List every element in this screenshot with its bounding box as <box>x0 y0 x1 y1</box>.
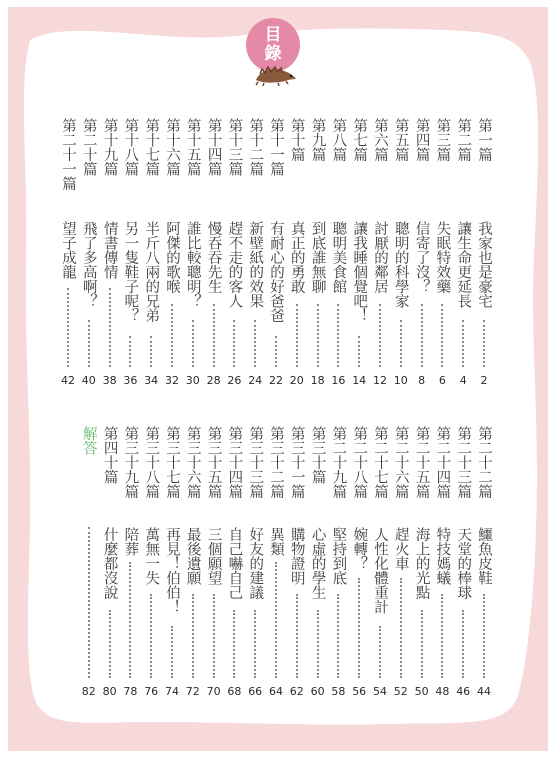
chapter-title: 讓生命更延長 <box>455 221 472 308</box>
toc-entry[interactable] <box>268 426 284 700</box>
page-number: 24 <box>248 374 263 387</box>
leader-dots <box>233 320 235 367</box>
chapter-title: 最後遺願 <box>184 527 201 585</box>
toc-entry[interactable] <box>81 426 97 700</box>
chapter-label: 第二十一篇 <box>60 118 76 191</box>
title-char-2: 錄 <box>264 44 282 64</box>
page-number: 44 <box>477 685 491 698</box>
toc-entry[interactable] <box>476 426 492 700</box>
chapter-label: 第三十三篇 <box>247 426 264 499</box>
chapter-label: 解答 <box>80 426 97 455</box>
leader-dots <box>462 610 464 678</box>
title-char-1: 目 <box>264 25 282 45</box>
chapter-label: 第三十九篇 <box>122 426 139 499</box>
chapter-label: 第三十一篇 <box>288 426 305 499</box>
page-number: 26 <box>227 374 242 387</box>
chapter-label: 第十八篇 <box>122 118 139 176</box>
leader-dots <box>88 320 90 367</box>
chapter-title: 新壁紙的效果 <box>247 221 264 308</box>
page-number: 4 <box>459 374 467 387</box>
toc-entry[interactable] <box>310 118 326 389</box>
chapter-label: 第三十四篇 <box>226 426 243 499</box>
leader-dots <box>317 610 319 678</box>
page-number: 36 <box>123 374 138 387</box>
leader-dots <box>296 304 298 367</box>
toc-entry[interactable] <box>455 426 471 700</box>
hedgehog-icon <box>250 64 298 86</box>
chapter-title: 特技媽蟻 <box>434 527 451 585</box>
chapter-label: 第八篇 <box>330 118 347 162</box>
page-number: 12 <box>373 374 387 387</box>
leader-dots <box>400 320 402 367</box>
toc-entry[interactable] <box>247 118 263 389</box>
toc-entry[interactable] <box>330 118 346 389</box>
chapter-label: 第二十四篇 <box>434 426 451 499</box>
toc-entry[interactable] <box>268 118 284 389</box>
page-number: 72 <box>185 685 200 698</box>
chapter-title: 聰明的科學家 <box>392 221 409 308</box>
page-number: 68 <box>227 685 242 698</box>
leader-dots <box>441 594 443 678</box>
toc-entry[interactable] <box>247 426 263 700</box>
leader-dots <box>317 304 319 367</box>
chapter-label: 第三篇 <box>434 118 451 162</box>
toc-entry[interactable] <box>164 426 180 700</box>
leader-dots <box>379 304 381 367</box>
chapter-title: 心虛的學生 <box>309 527 326 600</box>
page-number: 16 <box>331 374 346 387</box>
chapter-title: 慢吞吞先生 <box>205 221 222 294</box>
page-number: 50 <box>414 685 429 698</box>
leader-dots <box>129 336 131 367</box>
chapter-title: 婉轉？ <box>351 527 368 571</box>
page-number: 46 <box>456 685 471 698</box>
chapter-label: 第二十二篇 <box>476 426 492 499</box>
leader-dots <box>67 288 69 367</box>
page-number: 32 <box>165 374 179 387</box>
toc-entry[interactable] <box>393 426 409 700</box>
toc-entry[interactable] <box>372 426 388 700</box>
chapter-label: 第二十六篇 <box>392 426 409 499</box>
chapter-title: 真正的勇敢 <box>288 221 305 294</box>
leader-dots <box>296 594 298 678</box>
leader-dots <box>254 610 256 678</box>
chapter-label: 第七篇 <box>351 118 368 162</box>
chapter-label: 第一篇 <box>476 118 492 162</box>
chapter-title: 聰明美食館 <box>330 221 347 294</box>
page-number: 42 <box>61 374 75 387</box>
leader-dots <box>150 594 152 678</box>
toc-entry[interactable] <box>226 426 242 700</box>
toc-entry[interactable] <box>206 118 222 389</box>
chapter-title: 萬無一失 <box>143 527 160 585</box>
toc-entry[interactable] <box>414 118 430 389</box>
chapter-title: 鱷魚皮鞋 <box>476 527 492 585</box>
leader-dots <box>254 320 256 367</box>
chapter-label: 第四篇 <box>413 118 430 162</box>
chapter-title: 異類 <box>268 527 284 556</box>
toc-entry[interactable] <box>102 426 118 700</box>
chapter-title: 信寄了沒？ <box>413 221 430 294</box>
toc-entry[interactable] <box>122 118 138 389</box>
chapter-label: 第十九篇 <box>101 118 118 176</box>
toc-entry[interactable] <box>185 118 201 389</box>
chapter-label: 第二篇 <box>455 118 472 162</box>
chapter-label: 第十篇 <box>288 118 305 162</box>
chapter-title: 自己嚇自己 <box>226 527 243 600</box>
leader-dots <box>213 304 215 367</box>
chapter-title: 有耐心的好爸爸 <box>268 221 284 323</box>
chapter-label: 第十七篇 <box>143 118 160 176</box>
leader-dots <box>358 336 360 367</box>
leader-dots <box>337 304 339 367</box>
chapter-label: 第二十五篇 <box>413 426 430 499</box>
page-number: 82 <box>81 685 96 698</box>
chapter-title: 到底誰無聊 <box>309 221 326 294</box>
chapter-label: 第六篇 <box>372 118 388 162</box>
chapter-title: 阿傑的歌喉 <box>164 221 180 294</box>
page-number: 14 <box>352 374 367 387</box>
leader-dots <box>483 594 485 678</box>
chapter-label: 第十一篇 <box>268 118 284 176</box>
chapter-title: 誰比較聰明？ <box>184 221 201 308</box>
page-number: 56 <box>352 685 367 698</box>
chapter-title: 再見！伯伯！ <box>164 527 180 614</box>
chapter-label: 第五篇 <box>392 118 409 162</box>
page-number: 30 <box>185 374 200 387</box>
toc-entry[interactable] <box>164 118 180 389</box>
toc-entry[interactable] <box>455 118 471 389</box>
toc-entry[interactable] <box>289 118 305 389</box>
leader-dots <box>441 304 443 367</box>
leader-dots <box>129 562 131 678</box>
leader-dots <box>400 578 402 678</box>
toc-entry[interactable] <box>414 426 430 700</box>
leader-dots <box>275 336 277 367</box>
page-number: 28 <box>206 374 221 387</box>
page-number: 2 <box>480 374 488 387</box>
chapter-label: 第十四篇 <box>205 118 222 176</box>
leader-dots <box>88 527 90 678</box>
toc-entry[interactable] <box>60 118 76 389</box>
chapter-title: 海上的光點 <box>413 527 430 600</box>
chapter-label: 第二十七篇 <box>372 426 388 499</box>
chapter-title: 情書傳情 <box>101 221 118 279</box>
chapter-label: 第三十五篇 <box>205 426 222 499</box>
chapter-title: 討厭的鄰居 <box>372 221 388 294</box>
page-number: 62 <box>289 685 304 698</box>
toc-entry[interactable] <box>143 118 159 389</box>
page-number: 38 <box>102 374 117 387</box>
page-number: 70 <box>206 685 221 698</box>
toc-entry[interactable] <box>81 118 97 389</box>
chapter-label: 第三十六篇 <box>184 426 201 499</box>
toc-entry[interactable] <box>226 118 242 389</box>
page-number: 20 <box>289 374 304 387</box>
chapter-label: 第十五篇 <box>184 118 201 176</box>
chapter-label: 第三十篇 <box>309 426 326 484</box>
chapter-title: 趕不走的客人 <box>226 221 243 308</box>
page-number: 10 <box>393 374 408 387</box>
leader-dots <box>483 320 485 367</box>
leader-dots <box>109 610 111 678</box>
chapter-label: 第二十八篇 <box>351 426 368 499</box>
toc-entry[interactable] <box>122 426 138 700</box>
chapter-title: 趕火車 <box>392 527 409 571</box>
page-number: 54 <box>373 685 387 698</box>
leader-dots <box>192 320 194 367</box>
leader-dots <box>109 288 111 367</box>
leader-dots <box>379 626 381 678</box>
page-number: 6 <box>438 374 446 387</box>
leader-dots <box>421 610 423 678</box>
page-number: 76 <box>144 685 159 698</box>
leader-dots <box>213 594 215 678</box>
chapter-title: 飛了多高啊？ <box>80 221 97 308</box>
toc-entry[interactable] <box>102 118 118 389</box>
chapter-title: 堅持到底 <box>330 527 347 585</box>
leader-dots <box>275 562 277 678</box>
toc-entry[interactable] <box>206 426 222 700</box>
leader-dots <box>171 304 173 367</box>
page-number: 58 <box>331 685 346 698</box>
leader-dots <box>421 304 423 367</box>
chapter-label: 第三十八篇 <box>143 426 160 499</box>
page-number: 40 <box>81 374 96 387</box>
page-number: 64 <box>269 685 283 698</box>
chapter-title: 人性化體重計 <box>372 527 388 614</box>
toc-entry[interactable] <box>185 426 201 700</box>
leader-dots <box>192 594 194 678</box>
chapter-label: 第九篇 <box>309 118 326 162</box>
leader-dots <box>171 626 173 678</box>
chapter-title: 什麼都沒說 <box>101 527 118 600</box>
chapter-title: 另一隻鞋子呢？ <box>122 221 139 323</box>
chapter-title: 讓我睡個覺吧！ <box>351 221 368 323</box>
chapter-title: 陪葬 <box>122 527 139 556</box>
leader-dots <box>150 336 152 367</box>
chapter-title: 我家也是豪宅 <box>476 221 492 308</box>
chapter-title: 望子成龍 <box>60 221 76 279</box>
toc-entry[interactable] <box>393 118 409 389</box>
chapter-label: 第十六篇 <box>164 118 180 176</box>
toc-entry[interactable] <box>434 118 450 389</box>
chapter-title: 好友的建議 <box>247 527 264 600</box>
chapter-title: 半斤八兩的兄弟 <box>143 221 160 323</box>
toc-entry[interactable] <box>310 426 326 700</box>
chapter-label: 第二十篇 <box>80 118 97 176</box>
chapter-label: 第十三篇 <box>226 118 243 176</box>
toc-entry[interactable] <box>476 118 492 389</box>
leader-dots <box>462 320 464 367</box>
toc-entry[interactable] <box>330 426 346 700</box>
page-number: 48 <box>435 685 450 698</box>
chapter-label: 第十二篇 <box>247 118 264 176</box>
leader-dots <box>337 594 339 678</box>
toc-entry[interactable] <box>434 426 450 700</box>
toc-entry[interactable] <box>372 118 388 389</box>
toc-entry[interactable] <box>351 118 367 389</box>
chapter-label: 第三十二篇 <box>268 426 284 499</box>
page-number: 80 <box>102 685 117 698</box>
page-number: 22 <box>269 374 283 387</box>
leader-dots <box>358 578 360 678</box>
page-number: 18 <box>310 374 325 387</box>
page-number: 78 <box>123 685 138 698</box>
chapter-title: 天堂的棒球 <box>455 527 472 600</box>
page-number: 66 <box>248 685 263 698</box>
page-number: 74 <box>165 685 179 698</box>
page-number: 52 <box>393 685 408 698</box>
toc-entry[interactable] <box>289 426 305 700</box>
chapter-title: 三個願望 <box>205 527 222 585</box>
chapter-label: 第二十三篇 <box>455 426 472 499</box>
chapter-label: 第三十七篇 <box>164 426 180 499</box>
chapter-label: 第二十九篇 <box>330 426 347 499</box>
page-number: 60 <box>310 685 325 698</box>
page-number: 34 <box>144 374 159 387</box>
chapter-title: 購物證明 <box>288 527 305 585</box>
page-number: 8 <box>418 374 426 387</box>
chapter-title: 失眠特效藥 <box>434 221 451 294</box>
chapter-label: 第四十篇 <box>101 426 118 484</box>
toc-entry[interactable] <box>351 426 367 700</box>
toc-entry[interactable] <box>143 426 159 700</box>
leader-dots <box>233 610 235 678</box>
